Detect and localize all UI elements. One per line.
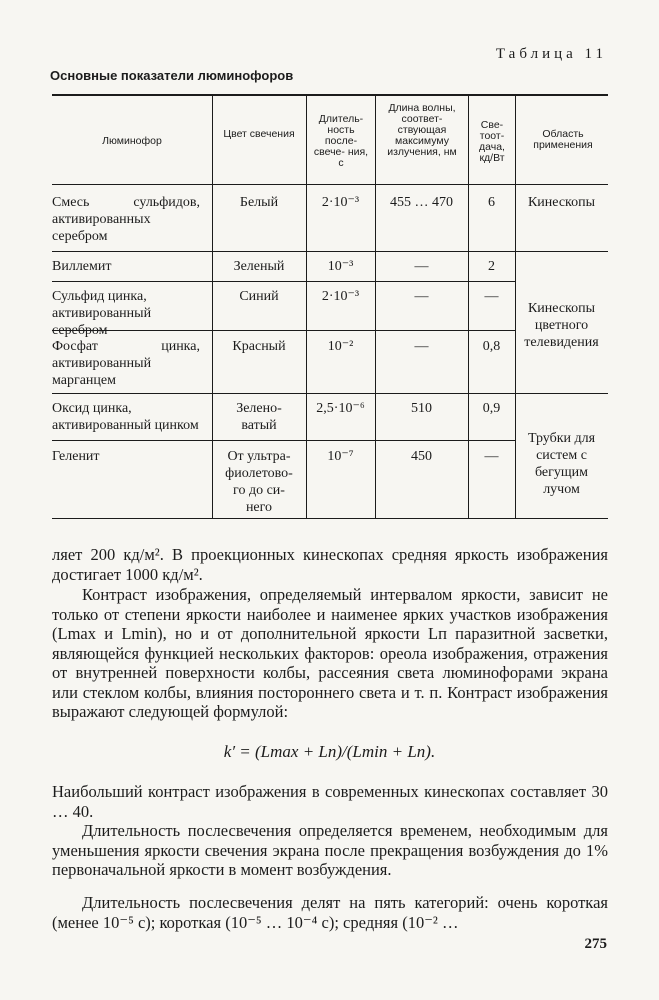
table-cell-afterglow: 2·10⁻³ xyxy=(321,289,360,304)
row-separator xyxy=(52,393,515,394)
table-cell-efficacy: 0,9 xyxy=(482,401,501,416)
paragraph: ляет 200 кд/м². В проекционных кинескопах средняя яркость изображения достигает 1000 кд/м². xyxy=(52,545,608,584)
table-cell-phosphor: Виллемит xyxy=(52,259,112,274)
table-cell-wavelength: 510 xyxy=(411,401,432,416)
table-cell-wavelength: — xyxy=(414,259,429,274)
paragraph: Длительность послесвечения делят на пять категорий: очень короткая (менее 10⁻⁵ с); короткая (10⁻⁵ … 10⁻⁴ с); средняя (10⁻² … xyxy=(52,893,608,932)
row-separator xyxy=(52,281,515,282)
formula: k′ = (Lmax + Lп)/(Lmin + Lп). xyxy=(223,742,436,761)
table-cell-efficacy: 0,8 xyxy=(482,339,501,354)
header-efficacy: Све- тоот- дача, кд/Вт xyxy=(479,119,505,164)
table-cell-phosphor: Оксид цинка, активированный цинком xyxy=(52,401,199,433)
table-cell-efficacy: — xyxy=(484,289,499,304)
table-cell-color: Синий xyxy=(239,289,279,304)
table-cell-application: Кинескопы xyxy=(527,195,596,210)
table-cell-phosphor: Геленит xyxy=(52,449,100,464)
table-cell-application: Трубки для систем с бегущим лучом xyxy=(527,431,596,497)
table-cell-efficacy: 2 xyxy=(488,259,495,274)
table-cell-application: Кинескопы цветного телевидения xyxy=(524,301,599,350)
table-cell-efficacy: 6 xyxy=(488,195,495,210)
table-cell-color: Зелено- ватый xyxy=(236,401,282,433)
header-application: Область применения xyxy=(533,128,593,151)
table-bottom-rule xyxy=(52,518,608,519)
table-cell-phosphor: Смесь сульфидов, активированных серебром xyxy=(52,195,200,244)
header-separator xyxy=(52,184,608,185)
table-cell-wavelength: 450 xyxy=(411,449,432,464)
paragraph: Контраст изображения, определяемый интервалом яркости, зависит не только от степени яркости наиболее и наименее ярких участков изображения (Lmax и Lmin), но и от дополнительной яркости Lп паразитной засветки, являющейся функцией нескольких факторов: ореола изображения, отражения от внутренней поверхности колбы, рассеяния света люминофорами экрана или стеклом колбы, влияния постороннего света и т. п. Контраст изображения выражают следующей формулой: xyxy=(52,585,608,721)
row-separator xyxy=(52,440,515,441)
table-cell-afterglow: 10⁻³ xyxy=(327,259,354,274)
table-caption-label: Таблица 11 xyxy=(495,46,607,62)
table-cell-color: От ультра- фиолетово- го до си- него xyxy=(225,449,293,515)
header-color: Цвет свечения xyxy=(223,128,295,140)
row-separator xyxy=(52,251,515,252)
header-afterglow: Длитель- ность после- свече- ния, с xyxy=(313,113,369,169)
row-separator xyxy=(515,393,608,394)
table-cell-wavelength: 455 … 470 xyxy=(390,195,453,210)
paragraph: Наибольший контраст изображения в современных кинескопах составляет 30 … 40. xyxy=(52,782,608,821)
table-cell-wavelength: — xyxy=(414,289,429,304)
header-phosphor: Люминофор xyxy=(102,135,162,147)
table-cell-afterglow: 2,5·10⁻⁶ xyxy=(316,401,365,416)
table-cell-phosphor: Сульфид цинка, активированный серебром xyxy=(52,289,152,338)
table-cell-color: Красный xyxy=(232,339,286,354)
table-title: Основные показатели люминофоров xyxy=(50,68,294,83)
row-separator xyxy=(515,251,608,252)
table-cell-afterglow: 10⁻² xyxy=(327,339,354,354)
table-cell-color: Зеленый xyxy=(233,259,285,274)
table-cell-wavelength: — xyxy=(414,339,429,354)
table-cell-afterglow: 2·10⁻³ xyxy=(321,195,360,210)
table-cell-afterglow: 10⁻⁷ xyxy=(327,449,354,464)
column-separator xyxy=(212,95,213,519)
table-cell-efficacy: — xyxy=(484,449,499,464)
header-wavelength: Длина волны, соответ- ствующая максимуму излучения, нм xyxy=(387,102,457,158)
table-cell-phosphor: Фосфат цинка, активированный марганцем xyxy=(52,339,200,388)
table-top-rule xyxy=(52,94,608,96)
table-cell-color: Белый xyxy=(239,195,279,210)
paragraph: Длительность послесвечения определяется временем, необходимым для уменьшения яркости свечения экрана после прекращения возбуждения до 1% первоначальной яркости в момент возбуждения. xyxy=(52,821,608,879)
page-number: 275 xyxy=(584,936,607,952)
